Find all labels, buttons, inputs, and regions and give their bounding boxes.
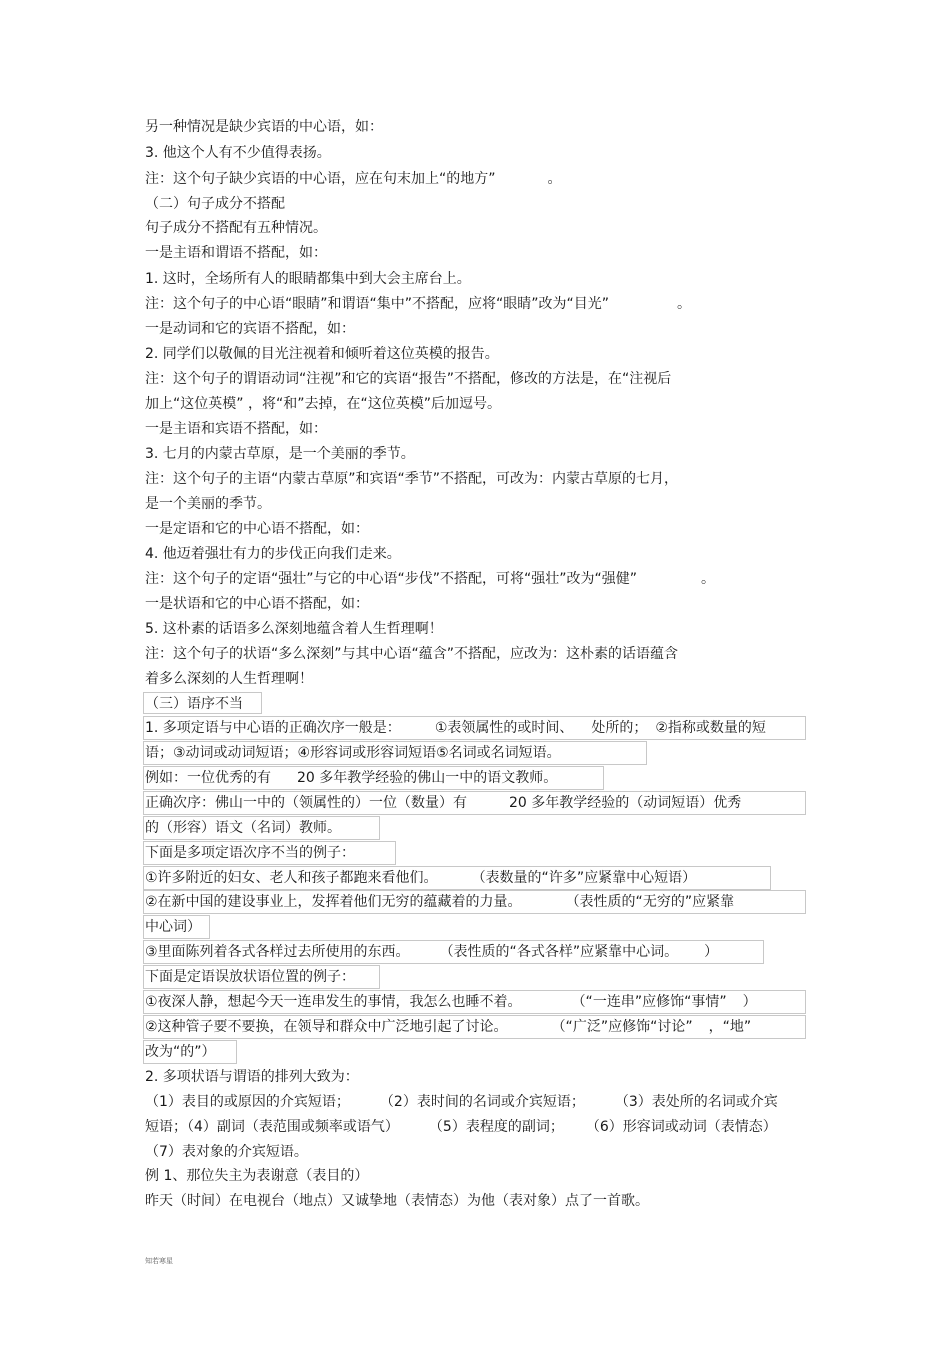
text-segment: （5）表程度的副词； [428, 1119, 564, 1135]
text-segment: ②这种管子要不要换，在领导和群众中广泛地引起了讨论。 [145, 1019, 508, 1035]
text-segment: ①表领属性的或时间、 [434, 720, 574, 736]
text-segment: 注：这个句子的定语“强壮”与它的中心语“步伐”不搭配，可将“强壮”改为“强健” [145, 571, 638, 587]
section-heading: （三）语序不当 [145, 696, 243, 712]
section-heading: （二）句子成分不搭配 [145, 196, 285, 212]
text-segment: （3）表处所的名词或介宾 [614, 1094, 778, 1110]
text-line: 注：这个句子的谓语动词“注视”和它的宾语“报告”不搭配，修改的方法是，在“注视后 [145, 371, 672, 387]
text-line: 另一种情况是缺少宾语的中心语，如： [145, 119, 383, 135]
text-segment: ①夜深人静，想起今天一连串发生的事情，我怎么也睡不着。 [145, 994, 522, 1010]
text-line [145, 943, 718, 961]
text-segment: ②指称或数量的短 [655, 720, 766, 736]
text-line: （7）表对象的介宾短语。 [145, 1144, 308, 1160]
text-segment: （表数量的“许多”应紧靠中心短语） [471, 870, 697, 886]
text-line: 一是状语和它的中心语不搭配，如： [145, 596, 369, 612]
text-segment: （2）表时间的名词或介宾短语； [379, 1094, 585, 1110]
text-line [145, 869, 696, 887]
text-line: 5. 这朴素的话语多么深刻地蕴含着人生哲理啊！ [145, 621, 443, 637]
text-line: 注：这个句子的主语“内蒙古草原”和宾语“季节”不搭配，可改为：内蒙古草原的七月， [145, 471, 679, 487]
text-segment: （表性质的“各式各样”应紧靠中心词。 [439, 944, 679, 960]
text-line [145, 993, 757, 1011]
text-line: 下面是多项定语次序不当的例子： [145, 845, 355, 861]
text-line: 加上“这位英模” ，将“和”去掉，在“这位英模”后加逗号。 [145, 396, 501, 412]
text-line: 一是动词和它的宾语不搭配，如： [145, 321, 355, 337]
page-footer: 知若寒星 [145, 1257, 173, 1265]
text-line [145, 295, 691, 313]
text-segment: 20 多年教学经验的（动词短语）优秀 [509, 795, 742, 811]
text-line [145, 1118, 777, 1136]
text-segment: ①许多附近的妇女、老人和孩子都跑来看他们。 [145, 870, 438, 886]
text-line: 下面是定语误放状语位置的例子： [145, 969, 355, 985]
text-line: 4. 他迈着强壮有力的步伐正向我们走来。 [145, 546, 401, 562]
text-line: 是一个美丽的季节。 [145, 496, 271, 512]
text-line [145, 719, 766, 737]
text-segment: ③里面陈列着各式各样过去所使用的东西。 [145, 944, 410, 960]
text-line: 句子成分不搭配有五种情况。 [145, 220, 327, 236]
text-segment: （6）形容词或动词（表情态） [585, 1119, 777, 1135]
text-line: 着多么深刻的人生哲理啊！ [145, 671, 313, 687]
text-segment: （“广泛”应修饰“讨论” [551, 1019, 693, 1035]
text-segment: 处所的； [591, 720, 648, 736]
text-segment: 。 [677, 296, 692, 312]
text-line: 注：这个句子的状语“多么深刻”与其中心语“蕴含”不搭配，应改为：这朴素的话语蕴含 [145, 646, 679, 662]
text-line [145, 893, 734, 911]
text-segment: 短语；（4）副词（表范围或频率或语气） [145, 1119, 399, 1135]
text-segment: 。 [547, 171, 562, 187]
text-segment: 例如：一位优秀的有 [145, 770, 271, 786]
text-line: 中心词） [145, 919, 201, 935]
text-line: 的（形容）语文（名词）教师。 [145, 820, 341, 836]
text-line [145, 1018, 751, 1036]
text-line: 2. 多项状语与谓语的排列大致为： [145, 1069, 359, 1085]
text-line [145, 769, 557, 787]
text-line: 语；③动词或动词短语；④形容词或形容词短语⑤名词或名词短语。 [145, 745, 561, 761]
text-line: 改为“的”） [145, 1044, 216, 1060]
text-line: 一是定语和它的中心语不搭配，如： [145, 521, 369, 537]
text-line: 3. 七月的内蒙古草原，是一个美丽的季节。 [145, 446, 415, 462]
text-line: 3. 他这个人有不少值得表扬。 [145, 145, 331, 161]
text-segment: ） [704, 944, 719, 960]
text-segment: 正确次序：佛山一中的（领属性的）一位（数量）有 [145, 795, 467, 811]
text-segment: 1. 多项定语与中心语的正确次序一般是： [145, 720, 401, 736]
text-segment: 注：这个句子的中心语“眼睛”和谓语“集中”不搭配，应将“眼睛”改为“目光” [145, 296, 610, 312]
text-line: 昨天（时间）在电视台（地点）又诚挚地（表情态）为他（表对象）点了一首歌。 [145, 1193, 649, 1209]
text-line: 2. 同学们以敬佩的目光注视着和倾听着这位英模的报告。 [145, 346, 499, 362]
text-line [145, 794, 741, 812]
text-line [145, 570, 715, 588]
text-segment: ，“地” [708, 1019, 752, 1035]
text-line [145, 1093, 778, 1111]
text-line: 例 1、那位失主为表谢意（表目的） [145, 1168, 369, 1184]
text-segment: （1）表目的或原因的介宾短语； [145, 1094, 350, 1110]
text-line [145, 170, 562, 188]
text-segment: 。 [701, 571, 716, 587]
text-segment: 注：这个句子缺少宾语的中心语，应在句末加上“的地方” [145, 171, 496, 187]
text-segment: （表性质的“无穷的”应紧靠 [565, 894, 735, 910]
text-segment: 20 多年教学经验的佛山一中的语文教师。 [297, 770, 558, 786]
text-line: 一是主语和宾语不搭配，如： [145, 421, 327, 437]
text-segment: （“一连串”应修饰“事情” [571, 994, 727, 1010]
text-line: 一是主语和谓语不搭配，如： [145, 245, 327, 261]
text-segment: ②在新中国的建设事业上，发挥着他们无穷的蕴藏着的力量。 [145, 894, 522, 910]
text-line: 1. 这时，全场所有人的眼睛都集中到大会主席台上。 [145, 271, 471, 287]
text-segment: ） [742, 994, 757, 1010]
